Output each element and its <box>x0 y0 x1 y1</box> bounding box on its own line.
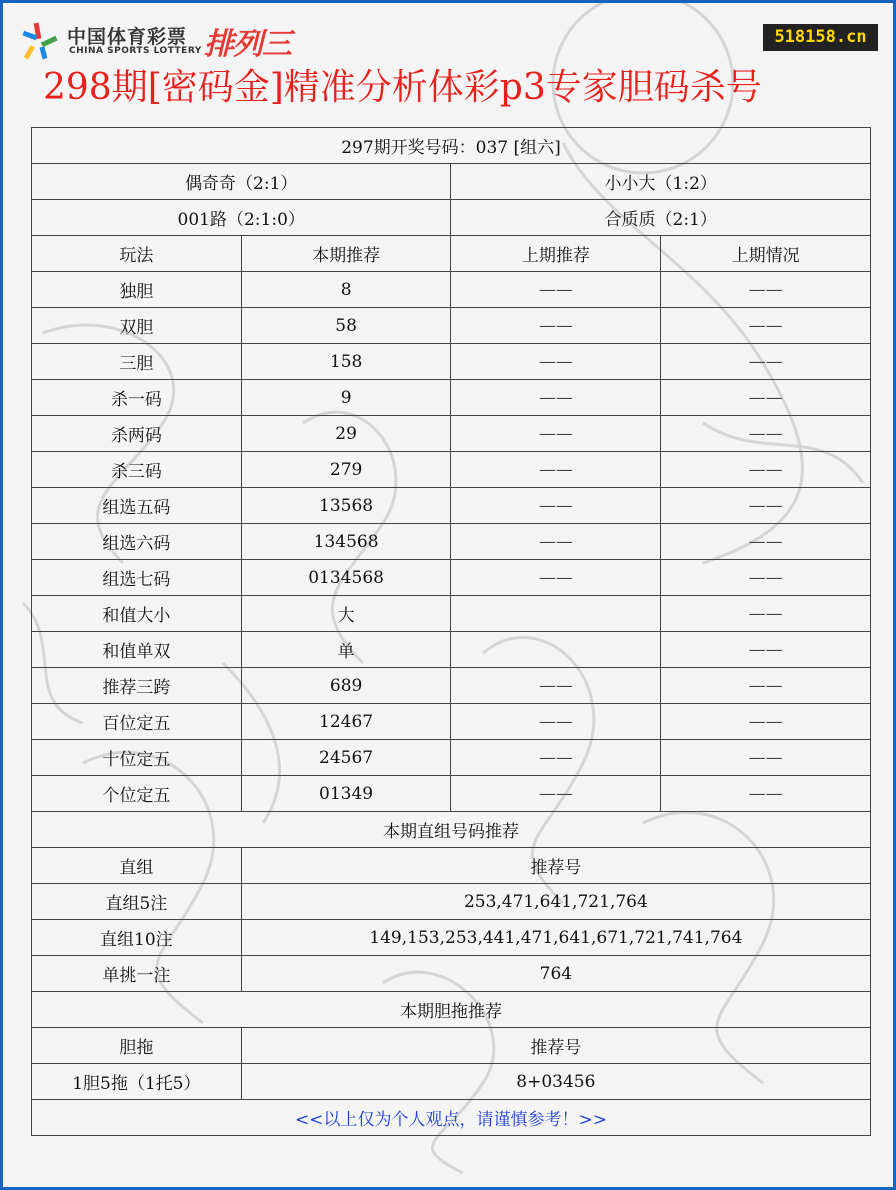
play-name: 组选五码 <box>32 488 242 524</box>
direct-row <box>32 920 871 956</box>
direct-section-title: 本期直组号码推荐 <box>32 812 871 848</box>
current-recommendation: 158 <box>241 344 451 380</box>
table-row <box>32 740 871 776</box>
last-recommendation: —— <box>451 272 661 308</box>
current-recommendation: 单 <box>241 632 451 668</box>
play-name: 独胆 <box>32 272 242 308</box>
last-result: —— <box>661 668 871 704</box>
last-result: —— <box>661 704 871 740</box>
column-header: 本期推荐 <box>241 236 451 272</box>
column-header: 玩法 <box>32 236 242 272</box>
current-recommendation: 134568 <box>241 524 451 560</box>
table-row <box>32 488 871 524</box>
column-header-row <box>32 236 871 272</box>
table-row <box>32 776 871 812</box>
last-result: —— <box>661 308 871 344</box>
dantuo-row <box>32 1064 871 1100</box>
table-row <box>32 416 871 452</box>
current-recommendation: 大 <box>241 596 451 632</box>
play-name: 推荐三跨 <box>32 668 242 704</box>
last-result: —— <box>661 596 871 632</box>
last-recommendation: —— <box>451 308 661 344</box>
last-recommendation: —— <box>451 488 661 524</box>
direct-row <box>32 956 871 992</box>
last-recommendation: —— <box>451 380 661 416</box>
last-result: —— <box>661 488 871 524</box>
last-recommendation: —— <box>451 668 661 704</box>
size-ratio: 小小大（1:2） <box>451 164 871 200</box>
last-result: —— <box>661 776 871 812</box>
prime-ratio: 合质质（2:1） <box>451 200 871 236</box>
lottery-logo-icon <box>21 21 61 61</box>
table-row <box>32 344 871 380</box>
page-title: 298期[密码金]精准分析体彩p3专家胆码杀号 <box>43 67 762 108</box>
last-recommendation <box>451 632 661 668</box>
table-row <box>32 596 871 632</box>
last-recommendation: —— <box>451 452 661 488</box>
current-recommendation: 8 <box>241 272 451 308</box>
table-row <box>32 632 871 668</box>
play-name: 杀一码 <box>32 380 242 416</box>
dantuo-col-value: 推荐号 <box>241 1028 870 1064</box>
odd-even-ratio: 偶奇奇（2:1） <box>32 164 451 200</box>
play-name: 三胆 <box>32 344 242 380</box>
current-recommendation: 01349 <box>241 776 451 812</box>
play-name: 十位定五 <box>32 740 242 776</box>
play-name: 杀两码 <box>32 416 242 452</box>
draw-result: 297期开奖号码：037 [组六] <box>32 128 871 164</box>
direct-value: 149,153,253,441,471,641,671,721,741,764 <box>241 920 870 956</box>
play-name: 和值单双 <box>32 632 242 668</box>
last-recommendation: —— <box>451 704 661 740</box>
play-name: 组选七码 <box>32 560 242 596</box>
play-name: 杀三码 <box>32 452 242 488</box>
current-recommendation: 29 <box>241 416 451 452</box>
dantuo-label: 1胆5拖（1托5） <box>32 1064 242 1100</box>
direct-value: 764 <box>241 956 870 992</box>
table-row <box>32 272 871 308</box>
play-name: 组选六码 <box>32 524 242 560</box>
play-name: 百位定五 <box>32 704 242 740</box>
last-recommendation: —— <box>451 560 661 596</box>
current-recommendation: 689 <box>241 668 451 704</box>
current-recommendation: 0134568 <box>241 560 451 596</box>
direct-col-value: 推荐号 <box>241 848 870 884</box>
current-recommendation: 279 <box>241 452 451 488</box>
direct-label: 单挑一注 <box>32 956 242 992</box>
route-ratio: 001路（2:1:0） <box>32 200 451 236</box>
last-recommendation: —— <box>451 344 661 380</box>
current-recommendation: 58 <box>241 308 451 344</box>
dantuo-value: 8+03456 <box>241 1064 870 1100</box>
site-badge[interactable]: 518158.cn <box>763 24 878 51</box>
draw-result-row <box>32 128 871 164</box>
current-recommendation: 12467 <box>241 704 451 740</box>
prediction-table <box>31 127 871 1136</box>
logo-chinese-text: 中国体育彩票 <box>67 26 188 48</box>
last-result: —— <box>661 560 871 596</box>
last-result: —— <box>661 272 871 308</box>
current-recommendation: 13568 <box>241 488 451 524</box>
dantuo-section-title: 本期胆拖推荐 <box>32 992 871 1028</box>
current-recommendation: 24567 <box>241 740 451 776</box>
direct-label: 直组5注 <box>32 884 242 920</box>
last-recommendation: —— <box>451 776 661 812</box>
last-recommendation <box>451 596 661 632</box>
table-row <box>32 308 871 344</box>
table-row <box>32 704 871 740</box>
summary-row <box>32 164 871 200</box>
play-name: 个位定五 <box>32 776 242 812</box>
column-header: 上期推荐 <box>451 236 661 272</box>
last-recommendation: —— <box>451 416 661 452</box>
direct-value: 253,471,641,721,764 <box>241 884 870 920</box>
table-row <box>32 524 871 560</box>
current-recommendation: 9 <box>241 380 451 416</box>
table-row <box>32 560 871 596</box>
direct-header-row <box>32 848 871 884</box>
last-result: —— <box>661 632 871 668</box>
last-recommendation: —— <box>451 740 661 776</box>
direct-label: 直组10注 <box>32 920 242 956</box>
last-result: —— <box>661 416 871 452</box>
last-result: —— <box>661 380 871 416</box>
disclaimer-footer: <<以上仅为个人观点，请谨慎参考！>> <box>32 1100 871 1136</box>
section-header-row <box>32 992 871 1028</box>
column-header: 上期情况 <box>661 236 871 272</box>
logo-english-text: CHINA SPORTS LOTTERY <box>69 46 202 56</box>
table-row <box>32 452 871 488</box>
play-name: 和值大小 <box>32 596 242 632</box>
last-result: —— <box>661 524 871 560</box>
direct-col-label: 直组 <box>32 848 242 884</box>
last-result: —— <box>661 740 871 776</box>
last-result: —— <box>661 344 871 380</box>
dantuo-header-row <box>32 1028 871 1064</box>
direct-row <box>32 884 871 920</box>
last-result: —— <box>661 452 871 488</box>
table-row <box>32 380 871 416</box>
play-name: 双胆 <box>32 308 242 344</box>
section-header-row <box>32 812 871 848</box>
summary-row <box>32 200 871 236</box>
last-recommendation: —— <box>451 524 661 560</box>
footer-row <box>32 1100 871 1136</box>
logo-game-name: 排列三 <box>204 27 291 62</box>
table-row <box>32 668 871 704</box>
dantuo-col-label: 胆拖 <box>32 1028 242 1064</box>
